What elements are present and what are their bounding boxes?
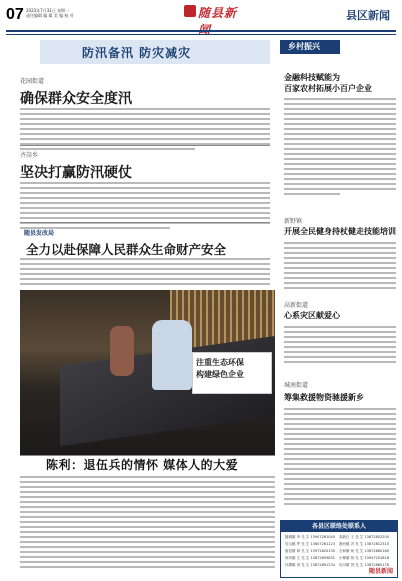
- section-tag: [280, 40, 340, 54]
- masthead-logo: [178, 4, 238, 24]
- ad-contact: 小林镇 何 先 生 13907201818: [339, 556, 389, 560]
- worker-figure: [110, 326, 134, 376]
- right-article4-kicker: 城南街道: [284, 383, 309, 389]
- ad-contact: 均川镇 刘 先 生 13872860178: [339, 563, 389, 567]
- article2-body: [20, 182, 270, 232]
- ad-contact: 唐县镇 林 先 生 13972820130: [285, 549, 335, 553]
- ad-title: 各县区联络处联系人: [281, 521, 397, 532]
- photo-caption-line1: 注重生态环保: [196, 357, 244, 367]
- worker-figure: [152, 320, 192, 390]
- right-article1-body: [284, 98, 396, 198]
- right-article4-body: [284, 408, 396, 508]
- issue-date: [26, 8, 86, 18]
- right-article1-headline-line1: 金融科技赋能为: [284, 72, 340, 82]
- article1-kicker: 花园街道: [20, 79, 45, 85]
- photo-caption: [192, 352, 272, 394]
- topic-banner: [40, 40, 270, 64]
- page-number: 07: [6, 6, 24, 23]
- ad-contact: 环潭镇 刘 先 生 13872891234: [285, 563, 335, 567]
- article1-body: [20, 108, 270, 153]
- right-article1-headline: [284, 72, 372, 94]
- right-article2-kicker: 新野镇: [284, 219, 303, 225]
- right-article2-headline: 开展全民健身持杖健走技能培训: [284, 226, 396, 236]
- right-article1-headline-line2: 百家农村拓展小百户企业: [284, 83, 372, 93]
- ad-contact: 尚市镇 王 先 生 13872859831: [285, 556, 335, 560]
- article3-body: [20, 258, 270, 288]
- issue-date-line1: 2023年7月31日 星期一: [26, 8, 70, 13]
- header-rule: [6, 30, 396, 32]
- ad-contact: 厉山镇 罗 先 生 13607261123: [285, 542, 335, 546]
- ad-contact: 万和镇 何 先 生 13872880180: [339, 549, 389, 553]
- right-article4-headline: 筹集救援物资驰援新乡: [284, 392, 364, 402]
- article2-kicker: 齐岗乡: [20, 153, 39, 159]
- factory-photo: [20, 290, 275, 455]
- bottom-headline: 陈利：退伍兵的情怀 媒体人的大爱: [46, 458, 239, 472]
- divider: [20, 222, 270, 223]
- ad-contact: 淅河镇 冯 先 生 13872812310: [339, 542, 389, 546]
- masthead-brand: 随县新: [198, 6, 238, 20]
- section-title: 县区新闻: [346, 10, 390, 22]
- article2-headline: 坚决打赢防汛硬仗: [20, 165, 132, 181]
- right-article3-kicker: 高新街道: [284, 303, 309, 309]
- topic-banner-title: 防汛备汛 防灾减灾: [82, 46, 192, 60]
- contact-ad-box: [280, 520, 398, 578]
- right-article3-headline: 心系灾区献爱心: [284, 310, 340, 320]
- divider: [20, 145, 270, 146]
- article1-headline: 确保群众安全度汛: [20, 91, 132, 107]
- bottom-article-body: [20, 476, 275, 571]
- header-rule-thin: [6, 34, 396, 35]
- ad-contact: 高新区 王 先 生 13872802200: [339, 535, 389, 539]
- photo-caption-line2: 构建绿色企业: [196, 369, 244, 379]
- section-tag-label: 乡村振兴: [288, 41, 320, 51]
- article3-headline: 全力以赴保障人民群众生命财产安全: [26, 242, 227, 257]
- page-header: [0, 0, 402, 38]
- ad-footer-logo: 随县新闻: [368, 568, 393, 575]
- issue-date-line2: 责任编辑 编 辑 美 编 校 对: [26, 13, 74, 18]
- right-article2-body: [284, 242, 396, 292]
- article3-kicker: 随县发改局: [24, 231, 55, 237]
- ad-contact: 随城镇 李 先 生 13907261040: [285, 535, 335, 539]
- seal-icon: [184, 5, 196, 17]
- right-article3-body: [284, 326, 396, 366]
